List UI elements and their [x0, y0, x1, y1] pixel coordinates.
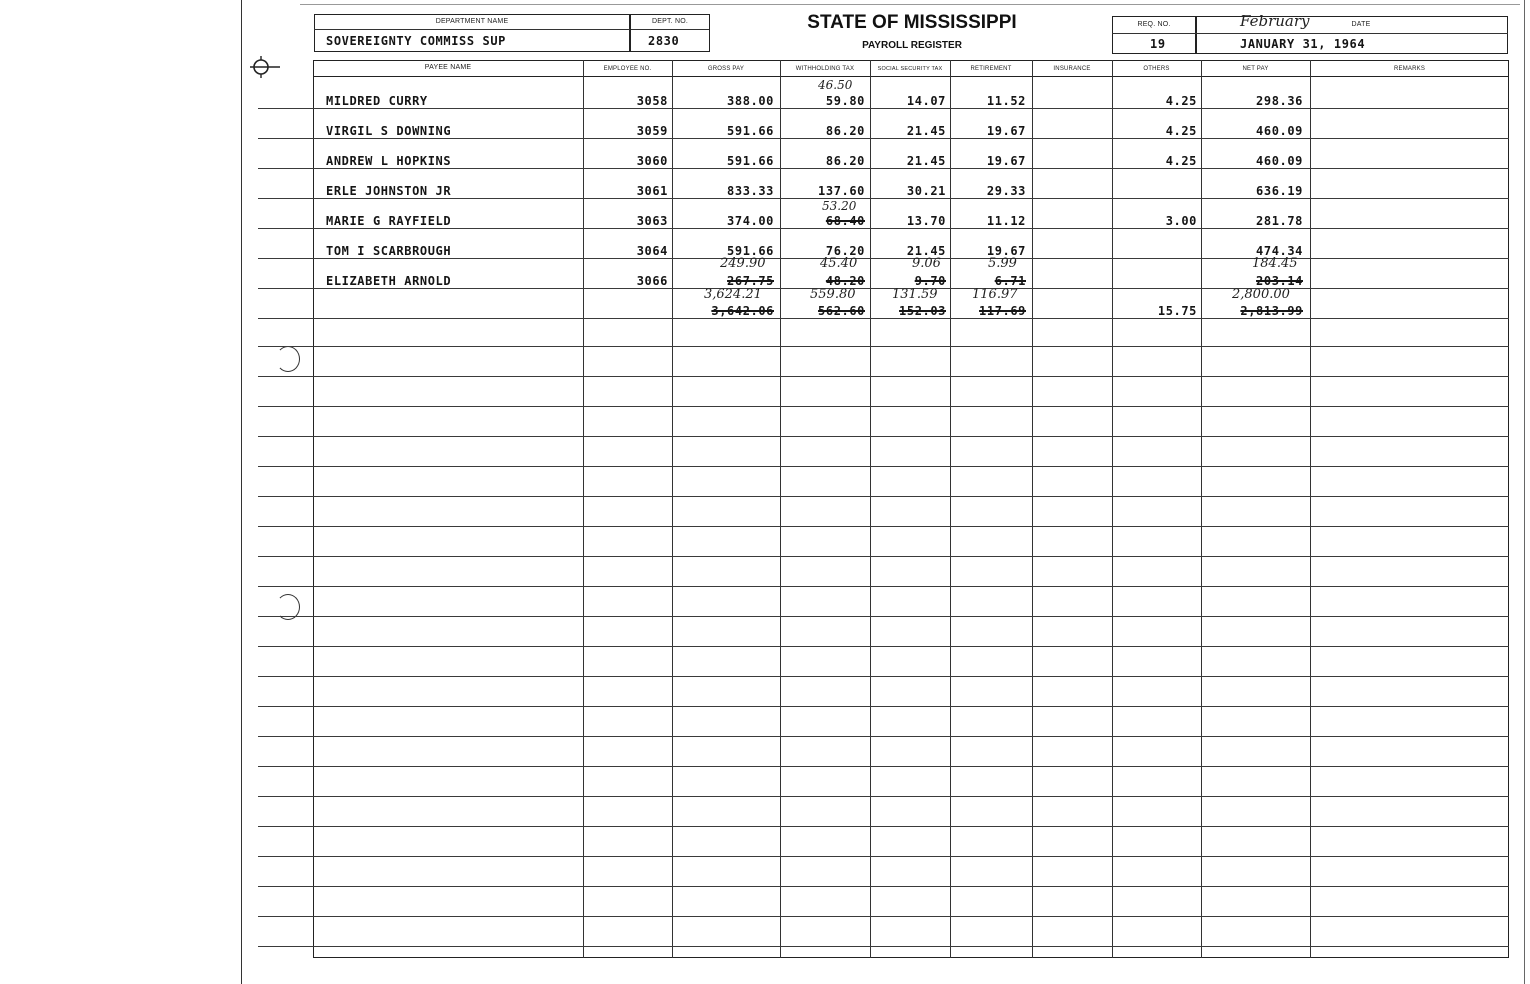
- page-right-edge: [1524, 0, 1525, 984]
- retirement: 19.67: [986, 244, 1026, 258]
- retirement: 6.71: [994, 274, 1026, 288]
- others: 4.25: [1165, 154, 1197, 168]
- handwritten-total-net: 2,800.00: [1232, 287, 1290, 302]
- handwritten-withholding-row1: 46.50: [818, 78, 853, 92]
- register-rule-line: [258, 706, 1509, 707]
- social-security-tax: 30.21: [906, 184, 946, 198]
- register-rule-line: [258, 856, 1509, 857]
- register-rule-line: [258, 676, 1509, 677]
- punch-hole-icon: [276, 346, 300, 372]
- col-header-employee-no: EMPLOYEE NO.: [603, 66, 652, 72]
- register-rule-line: [258, 108, 1509, 109]
- employee-no: 3061: [636, 184, 668, 198]
- handwritten-ss-row7: 9.06: [912, 256, 941, 271]
- handwritten-total-gross: 3,624.21: [704, 287, 762, 302]
- col-divider: [1201, 60, 1202, 958]
- total-withholding-tax: 562.60: [818, 304, 865, 318]
- withholding-tax: 76.20: [825, 244, 865, 258]
- register-rule-line: [258, 436, 1509, 437]
- withholding-tax: 68.40: [825, 214, 865, 228]
- department-name-label: DEPARTMENT NAME: [435, 18, 509, 25]
- req-no-value: 19: [1150, 37, 1166, 51]
- register-rule-line: [258, 646, 1509, 647]
- col-divider: [1112, 60, 1113, 958]
- net-pay: 298.36: [1256, 94, 1303, 108]
- state-title: STATE OF MISSISSIPPI: [807, 12, 1017, 33]
- employee-no: 3064: [636, 244, 668, 258]
- net-pay: 281.78: [1256, 214, 1303, 228]
- col-header-payee-name: PAYEE NAME: [424, 64, 472, 71]
- retirement: 11.12: [986, 214, 1026, 228]
- column-header-rule: [313, 76, 1509, 77]
- retirement: 29.33: [986, 184, 1026, 198]
- gross-pay: 591.66: [727, 244, 774, 258]
- handwritten-total-ss: 131.59: [892, 287, 938, 302]
- payee-name: MARIE G RAYFIELD: [326, 214, 452, 228]
- employee-no: 3060: [636, 154, 668, 168]
- col-divider: [870, 60, 871, 958]
- net-pay: 474.34: [1256, 244, 1303, 258]
- register-rule-line: [258, 556, 1509, 557]
- gross-pay: 388.00: [727, 94, 774, 108]
- crosshair-icon: [250, 56, 272, 78]
- retirement: 19.67: [986, 154, 1026, 168]
- date-label: DATE: [1351, 21, 1371, 28]
- department-name-value: SOVEREIGNTY COMMISS SUP: [326, 34, 506, 48]
- total-social-security-tax: 152.03: [899, 304, 946, 318]
- register-rule-line: [258, 376, 1509, 377]
- total-others: 15.75: [1157, 304, 1197, 318]
- register-rule-line: [258, 466, 1509, 467]
- register-rule-line: [258, 886, 1509, 887]
- register-rule-line: [258, 916, 1509, 917]
- register-rule-line: [258, 288, 1509, 289]
- handwritten-withholding-row5: 53.20: [822, 199, 857, 213]
- register-rule-line: [258, 198, 1509, 199]
- gross-pay: 374.00: [727, 214, 774, 228]
- gross-pay: 591.66: [727, 124, 774, 138]
- register-rule-line: [258, 946, 1509, 947]
- handwritten-retirement-row7: 5.99: [988, 256, 1017, 271]
- payee-name: ANDREW L HOPKINS: [326, 154, 452, 168]
- withholding-tax: 137.60: [818, 184, 865, 198]
- register-rule-line: [258, 346, 1509, 347]
- social-security-tax: 14.07: [906, 94, 946, 108]
- total-gross-pay: 3,642.06: [711, 304, 774, 318]
- dept-no-value: 2830: [648, 34, 680, 48]
- social-security-tax: 9.70: [914, 274, 946, 288]
- date-value: JANUARY 31, 1964: [1240, 37, 1366, 51]
- register-rule-line: [258, 318, 1509, 319]
- register-rule-line: [258, 228, 1509, 229]
- date-handwritten: February: [1240, 12, 1310, 30]
- gross-pay: 833.33: [727, 184, 774, 198]
- handwritten-total-withholding: 559.80: [810, 287, 856, 302]
- register-rule-line: [258, 616, 1509, 617]
- withholding-tax: 48.20: [825, 274, 865, 288]
- col-divider: [1310, 60, 1311, 958]
- withholding-tax: 86.20: [825, 154, 865, 168]
- col-header-insurance: INSURANCE: [1053, 66, 1091, 72]
- col-header-others: OTHERS: [1143, 66, 1170, 72]
- net-pay: 460.09: [1256, 154, 1303, 168]
- social-security-tax: 21.45: [906, 124, 946, 138]
- col-divider: [780, 60, 781, 958]
- register-rule-line: [258, 796, 1509, 797]
- gross-pay: 267.75: [727, 274, 774, 288]
- others: 4.25: [1165, 124, 1197, 138]
- employee-no: 3059: [636, 124, 668, 138]
- register-rule-line: [258, 826, 1509, 827]
- total-retirement: 117.69: [979, 304, 1026, 318]
- register-rule-line: [258, 766, 1509, 767]
- social-security-tax: 21.45: [906, 154, 946, 168]
- others: 4.25: [1165, 94, 1197, 108]
- col-header-withholding-tax: WITHHOLDING TAX: [795, 66, 855, 72]
- employee-no: 3058: [636, 94, 668, 108]
- net-pay: 460.09: [1256, 124, 1303, 138]
- dept-no-label: DEPT. NO.: [651, 18, 689, 25]
- col-header-remarks: REMARKS: [1393, 66, 1426, 72]
- payee-name: VIRGIL S DOWNING: [326, 124, 452, 138]
- employee-no: 3063: [636, 214, 668, 228]
- retirement: 11.52: [986, 94, 1026, 108]
- col-divider: [583, 60, 584, 958]
- handwritten-net-row7: 184.45: [1252, 256, 1298, 271]
- register-rule-line: [258, 406, 1509, 407]
- social-security-tax: 13.70: [906, 214, 946, 228]
- register-rule-line: [258, 736, 1509, 737]
- register-rule-line: [258, 168, 1509, 169]
- page-left-edge: [241, 0, 242, 984]
- employee-no: 3066: [636, 274, 668, 288]
- handwritten-total-retirement: 116.97: [972, 287, 1018, 302]
- col-header-social-security-tax: SOCIAL SECURITY TAX: [877, 66, 943, 72]
- withholding-tax: 86.20: [825, 124, 865, 138]
- handwritten-withholding-row7: 45.40: [820, 256, 858, 271]
- register-rule-line: [258, 258, 1509, 259]
- withholding-tax: 59.80: [825, 94, 865, 108]
- social-security-tax: 21.45: [906, 244, 946, 258]
- register-rule-line: [258, 138, 1509, 139]
- col-header-gross-pay: GROSS PAY: [707, 66, 745, 72]
- register-rule-line: [258, 586, 1509, 587]
- net-pay: 203.14: [1256, 274, 1303, 288]
- register-title: PAYROLL REGISTER: [862, 40, 962, 51]
- col-header-net-pay: NET PAY: [1242, 66, 1269, 72]
- col-divider: [672, 60, 673, 958]
- gross-pay: 591.66: [727, 154, 774, 168]
- col-divider: [950, 60, 951, 958]
- register-rule-line: [258, 496, 1509, 497]
- payee-name: MILDRED CURRY: [326, 94, 428, 108]
- col-divider: [1032, 60, 1033, 958]
- others: 3.00: [1165, 214, 1197, 228]
- net-pay: 636.19: [1256, 184, 1303, 198]
- total-net-pay: 2,813.99: [1240, 304, 1303, 318]
- retirement: 19.67: [986, 124, 1026, 138]
- col-header-retirement: RETIREMENT: [970, 66, 1012, 72]
- payee-name: TOM I SCARBROUGH: [326, 244, 452, 258]
- handwritten-gross-row7: 249.90: [720, 256, 766, 271]
- payee-name: ERLE JOHNSTON JR: [326, 184, 452, 198]
- payee-name: ELIZABETH ARNOLD: [326, 274, 452, 288]
- req-no-label: REQ. NO.: [1137, 21, 1171, 28]
- req-date-divider: [1112, 33, 1508, 34]
- page-top-edge: [300, 4, 1520, 5]
- register-rule-line: [258, 526, 1509, 527]
